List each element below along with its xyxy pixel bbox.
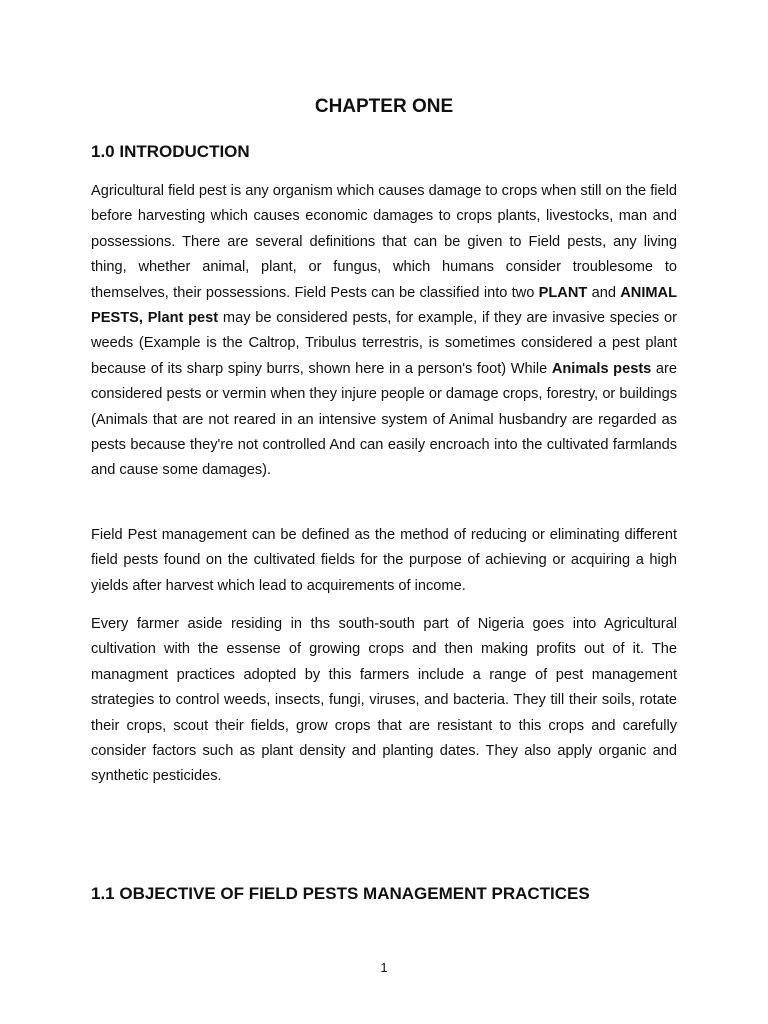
paragraph-management: Field Pest management can be defined as the method of reducing or eliminating different field pests found on the cultivated fields for the purpose of achieving or acquiring a high yields after harvest which lead to acquirements of income. [91,527,677,594]
paragraph-farmers: Every farmer aside residing in ths south-south part of Nigeria goes into Agricultural cultivation with the essense of growing crops and then making profits out of it. The managment practices adopted by this farmers include a range of pest management strategies to control weeds, insects, fungi, viruses, and bacteria. They till their soils, rotate their crops, scout their fields, grow crops that are resistant to this crops and carefully consider factors such as plant density and planting dates. They also apply organic and synthetic pesticides. [91,616,677,785]
page-number: 1 [380,960,388,975]
paragraph-text: and [587,284,621,301]
paragraph-text: Agricultural field pest is any organism which causes damage to crops when still on the field before harvesting which causes economic damages to crops plants, livestocks, man and possessions. There are several definitions that can be given to Field pests, any living thing, whether animal, plant, or fungus, which humans consider troublesome to themselves, their possessions. Field Pests can be classified into two [91,183,677,301]
bold-term-animal-pests: ANIMAL PESTS, [91,284,677,327]
objective-heading: 1.1 OBJECTIVE OF FIELD PESTS MANAGEMENT PRACTICES [91,884,590,903]
bold-term-animals-pests: Animals pests [551,360,652,377]
introduction-heading: 1.0 INTRODUCTION [91,142,250,161]
paragraph-text: may be considered pests, for example, if they are invasive species or weeds (Example is the Caltrop, Tribulus terrestris, is sometimes considered a pest plant because of its sharp spiny burrs, shown here in a person's foot) While [91,310,677,377]
bold-term-plant-pest: Plant pest [147,310,219,327]
chapter-title: CHAPTER ONE [314,96,454,117]
paragraph-definition [91,179,677,484]
paragraph-text: are considered pests or vermin when they injure people or damage crops, forestry, or buildings (Animals that are not reared in an intensive system of Animal husbandry are regarded as pests because they're not controlled And can easily encroach into the cultivated farmlands and cause some damages). [91,360,677,479]
bold-term-plant: PLANT [538,284,588,301]
